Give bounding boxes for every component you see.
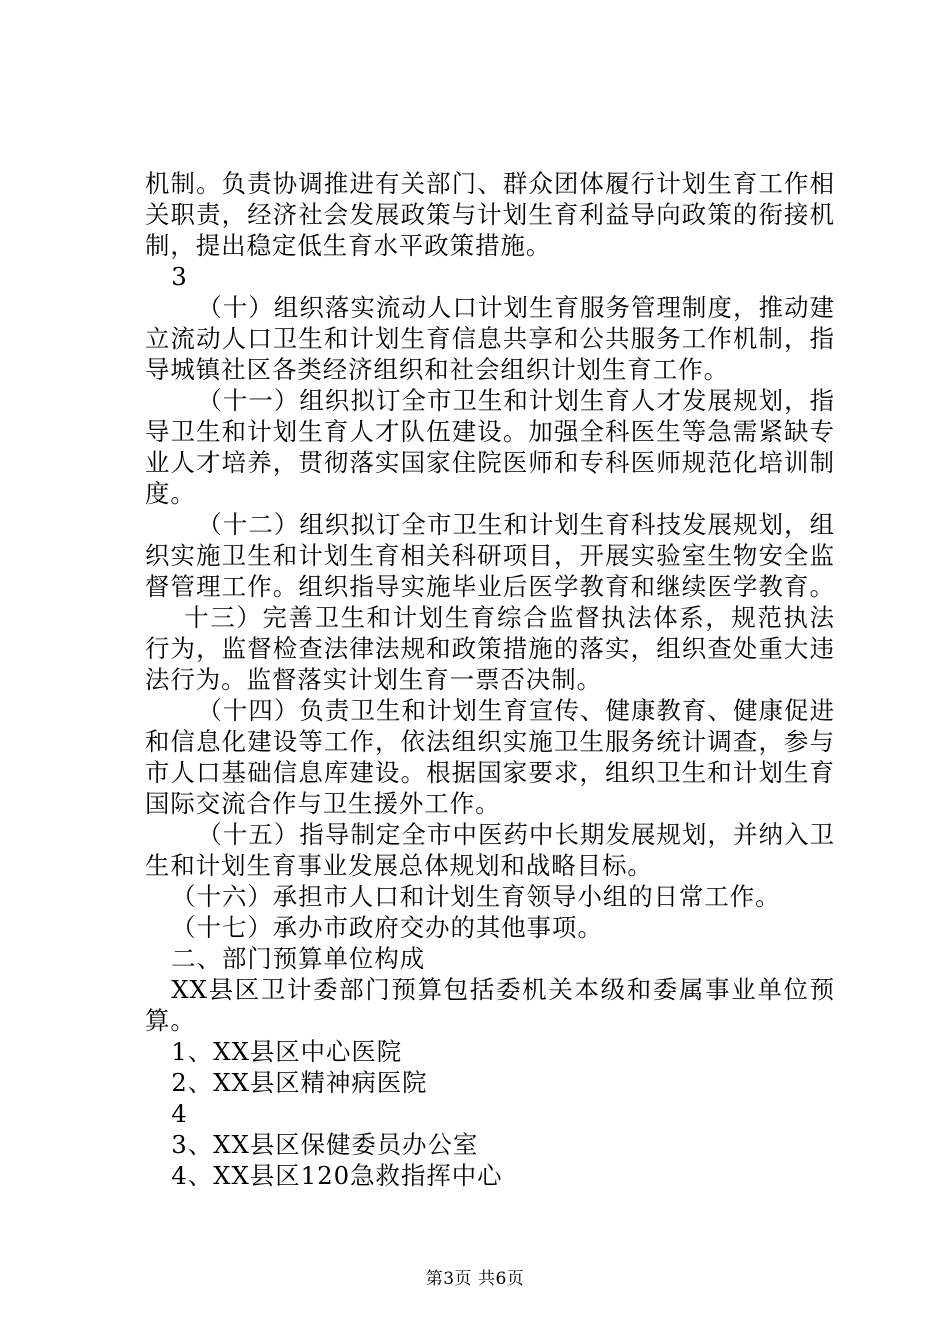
text-line: 国际交流合作与卫生援外工作。 [145,789,501,818]
text-line: 导卫生和计划生育人才队伍建设。加强全科医生等急需紧缺专 [145,417,835,446]
text-line: （十二）组织拟订全市卫生和计划生育科技发展规划，组 [197,510,835,539]
text-line: 二、部门预算单位构成 [171,944,426,973]
text-line: （十六）承担市人口和计划生育领导小组的日常工作。 [171,882,781,911]
text-line: 市人口基础信息库建设。根据国家要求，组织卫生和计划生育 [145,758,835,787]
text-line: 法行为。监督落实计划生育一票否决制。 [145,665,603,694]
text-line: XX县区卫计委部门预算包括委机关本级和委属事业单位预 [171,975,835,1004]
text-line: （十一）组织拟订全市卫生和计划生育人才发展规划，指 [197,386,835,415]
text-line: 4 [171,1099,188,1128]
text-line: 织实施卫生和计划生育相关科研项目，开展实验室生物安全监 [145,541,835,570]
text-line: （十七）承办市政府交办的其他事项。 [171,913,603,942]
document-body [145,168,835,1191]
text-line: 2、XX县区精神病医院 [171,1068,428,1097]
text-line: （十）组织落实流动人口计划生育服务管理制度，推动建 [197,293,835,322]
text-line: 4、XX县区120急救指挥中心 [171,1161,503,1190]
text-line: 1、XX县区中心医院 [171,1037,403,1066]
text-line: 立流动人口卫生和计划生育信息共享和公共服务工作机制，指 [145,324,835,353]
text-line: 3 [171,262,188,291]
text-line: 度。 [145,479,196,508]
text-line: 机制。负责协调推进有关部门、群众团体履行计划生育工作相 [145,169,835,198]
text-line: （十四）负责卫生和计划生育宣传、健康教育、健康促进 [197,696,835,725]
text-line: 生和计划生育事业发展总体规划和战略目标。 [145,851,653,880]
text-line: 和信息化建设等工作，依法组织实施卫生服务统计调查，参与 [145,727,835,756]
text-line: （十五）指导制定全市中医药中长期发展规划，并纳入卫 [197,820,835,849]
text-line: 3、XX县区保健委员办公室 [171,1130,479,1159]
text-line: 关职责，经济社会发展政策与计划生育利益导向政策的衔接机 [145,200,835,229]
text-line: 行为，监督检查法律法规和政策措施的落实，组织查处重大违 [145,634,835,663]
text-line: 业人才培养，贯彻落实国家住院医师和专科医师规范化培训制 [145,448,835,477]
text-line: 算。 [145,1006,196,1035]
text-line: 督管理工作。组织指导实施毕业后医学教育和继续医学教育。 [145,572,835,601]
text-line: 导城镇社区各类经济组织和社会组织计划生育工作。 [145,355,729,384]
page-footer: 第3页 共6页 [425,1269,525,1289]
text-line: 十三）完善卫生和计划生育综合监督执法体系，规范执法 [184,603,835,632]
text-line: 制，提出稳定低生育水平政策措施。 [145,231,552,260]
